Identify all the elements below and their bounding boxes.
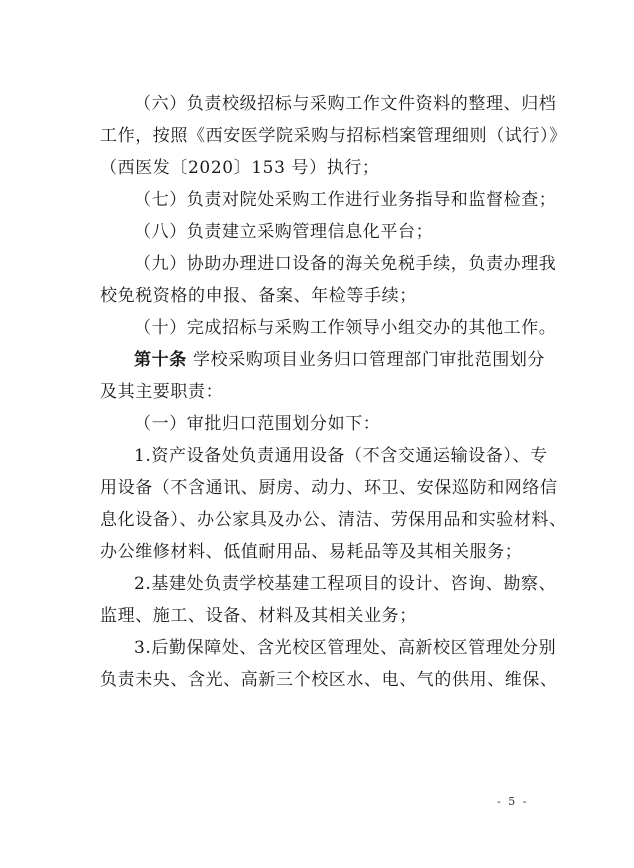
paragraph-6-line-3: （西医发〔2020〕153 号）执行； — [100, 158, 380, 178]
paragraph-8: （八）负责建立采购管理信息化平台； — [134, 222, 434, 242]
paragraph-9-line-1: （九）协助办理进口设备的海关免税手续，负责办理我 — [134, 254, 557, 274]
article-10-line-2: 及其主要职责： — [100, 382, 224, 402]
document-body — [100, 93, 567, 701]
paragraph-10: （十）完成招标与采购工作领导小组交办的其他工作。 — [134, 318, 557, 338]
article-10-line-1 — [100, 349, 546, 381]
article-10-heading: 第十条 — [134, 350, 187, 370]
paragraph-6-line-1: （六）负责校级招标与采购工作文件资料的整理、归档 — [134, 94, 557, 114]
item-3-line-2: 负责未央、含光、高新三个校区水、电、气的供用、维保、 — [100, 670, 558, 690]
item-1-line-3: 息化设备）、办公家具及办公、清洁、劳保用品和实验材料、 — [100, 510, 567, 530]
item-1-line-4: 办公维修材料、低值耐用品、易耗品等及其相关服务； — [100, 542, 523, 562]
paragraph-6-line-2: 工作，按照《西安医学院采购与招标档案管理细则（试行）》 — [100, 126, 567, 146]
item-3-line-1: 3.后勤保障处、含光校区管理处、高新校区管理处分别 — [134, 638, 557, 658]
subsection-1: （一）审批归口范围划分如下： — [134, 414, 381, 434]
item-1-line-1: 1.资产设备处负责通用设备（不含交通运输设备）、专 — [134, 446, 548, 466]
paragraph-7: （七）负责对院处采购工作进行业务指导和监督检查； — [134, 190, 557, 210]
item-2-line-2: 监理、施工、设备、材料及其相关业务； — [100, 606, 417, 626]
article-10-text: 学校采购项目业务归口管理部门审批范围划分 — [193, 350, 546, 370]
item-1-line-2: 用设备（不含通讯、厨房、动力、环卫、安保巡防和网络信 — [100, 478, 558, 498]
page-number: - 5 - — [497, 795, 529, 808]
paragraph-9-line-2: 校免税资格的申报、备案、年检等手续； — [100, 286, 417, 306]
item-2-line-1: 2.基建处负责学校基建工程项目的设计、咨询、勘察、 — [134, 574, 557, 594]
